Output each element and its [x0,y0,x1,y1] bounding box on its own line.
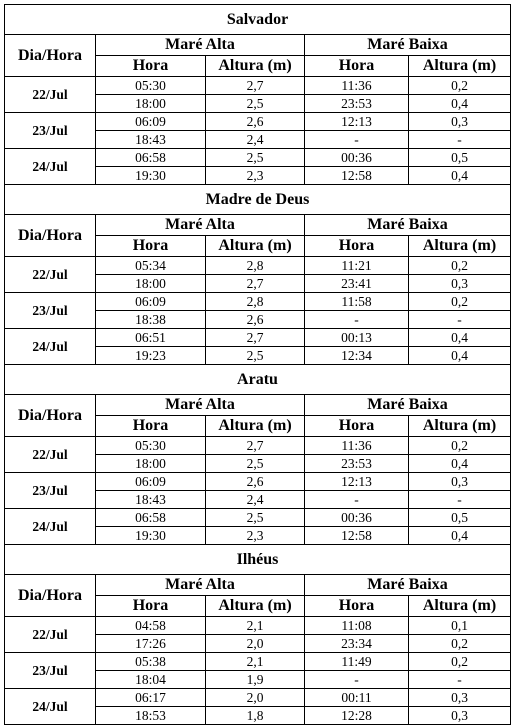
alta-hora-cell: 06:17 [96,689,206,707]
day-cell: 22/Jul [5,437,96,473]
baixa-hora-cell: 00:11 [305,689,409,707]
baixa-hora-cell: 11:36 [305,77,409,95]
alta-hora-cell: 19:30 [96,527,206,545]
baixa-altura-cell: 0,2 [409,293,511,311]
alta-altura-header: Altura (m) [206,596,305,617]
day-cell: 23/Jul [5,293,96,329]
alta-altura-cell: 2,7 [206,329,305,347]
alta-hora-cell: 06:58 [96,149,206,167]
baixa-hora-cell: 11:08 [305,617,409,635]
alta-hora-cell: 06:09 [96,113,206,131]
alta-altura-cell: 2,5 [206,509,305,527]
baixa-altura-cell: 0,4 [409,527,511,545]
alta-hora-cell: 04:58 [96,617,206,635]
day-cell: 22/Jul [5,257,96,293]
alta-hora-cell: 18:53 [96,707,206,725]
day-cell: 22/Jul [5,77,96,113]
baixa-hora-cell: - [305,311,409,329]
baixa-altura-cell: 0,4 [409,167,511,185]
alta-altura-cell: 2,7 [206,275,305,293]
baixa-hora-cell: 11:58 [305,293,409,311]
baixa-altura-cell: 0,5 [409,149,511,167]
baixa-hora-cell: - [305,671,409,689]
alta-hora-cell: 06:58 [96,509,206,527]
alta-altura-cell: 2,5 [206,95,305,113]
baixa-hora-cell: 12:34 [305,347,409,365]
baixa-hora-header: Hora [305,416,409,437]
alta-hora-cell: 06:09 [96,473,206,491]
alta-altura-cell: 2,6 [206,473,305,491]
dia-hora-header: Dia/Hora [5,575,96,617]
baixa-altura-cell: 0,4 [409,347,511,365]
baixa-altura-cell: 0,4 [409,95,511,113]
baixa-altura-cell: 0,3 [409,275,511,293]
alta-hora-cell: 06:51 [96,329,206,347]
alta-altura-cell: 2,8 [206,257,305,275]
baixa-hora-cell: 11:36 [305,437,409,455]
dia-hora-header: Dia/Hora [5,395,96,437]
alta-hora-cell: 06:09 [96,293,206,311]
alta-hora-cell: 18:00 [96,275,206,293]
day-cell: 22/Jul [5,617,96,653]
baixa-hora-cell: 12:13 [305,113,409,131]
alta-altura-header: Altura (m) [206,236,305,257]
baixa-hora-cell: 23:41 [305,275,409,293]
alta-altura-header: Altura (m) [206,416,305,437]
alta-hora-cell: 19:30 [96,167,206,185]
mare-alta-header: Maré Alta [96,575,305,596]
baixa-altura-cell: - [409,311,511,329]
baixa-altura-cell: 0,4 [409,455,511,473]
table-row [5,437,511,455]
alta-altura-cell: 2,5 [206,455,305,473]
mare-alta-header: Maré Alta [96,395,305,416]
alta-hora-cell: 05:30 [96,77,206,95]
alta-altura-cell: 2,6 [206,311,305,329]
table-row [5,653,511,671]
baixa-altura-cell: - [409,491,511,509]
baixa-hora-cell: 12:58 [305,167,409,185]
baixa-hora-cell: 00:36 [305,509,409,527]
alta-hora-cell: 18:43 [96,491,206,509]
dia-hora-header: Dia/Hora [5,35,96,77]
baixa-altura-cell: 0,4 [409,329,511,347]
alta-hora-cell: 18:38 [96,311,206,329]
header-row [5,575,511,596]
baixa-altura-cell: 0,2 [409,635,511,653]
location-title-row [5,185,511,215]
alta-altura-cell: 2,7 [206,437,305,455]
baixa-altura-cell: 0,2 [409,77,511,95]
table-row [5,149,511,167]
baixa-altura-cell: 0,3 [409,473,511,491]
alta-altura-cell: 2,7 [206,77,305,95]
location-name: Madre de Deus [5,185,511,215]
baixa-hora-cell: - [305,131,409,149]
alta-altura-cell: 2,3 [206,527,305,545]
day-cell: 23/Jul [5,473,96,509]
alta-hora-header: Hora [96,416,206,437]
location-title-row [5,365,511,395]
baixa-altura-header: Altura (m) [409,236,511,257]
alta-hora-cell: 19:23 [96,347,206,365]
location-name: Salvador [5,5,511,35]
alta-hora-cell: 17:26 [96,635,206,653]
alta-altura-cell: 2,4 [206,491,305,509]
table-row [5,617,511,635]
alta-altura-cell: 1,8 [206,707,305,725]
day-cell: 24/Jul [5,149,96,185]
header-row [5,215,511,236]
day-cell: 24/Jul [5,689,96,725]
alta-hora-header: Hora [96,236,206,257]
alta-altura-cell: 2,4 [206,131,305,149]
baixa-altura-cell: 0,5 [409,509,511,527]
baixa-hora-cell: 23:53 [305,95,409,113]
baixa-altura-cell: - [409,131,511,149]
alta-hora-header: Hora [96,596,206,617]
tide-table [4,4,511,725]
alta-altura-cell: 2,3 [206,167,305,185]
baixa-hora-header: Hora [305,596,409,617]
baixa-altura-header: Altura (m) [409,596,511,617]
baixa-altura-cell: 0,2 [409,437,511,455]
alta-altura-cell: 2,8 [206,293,305,311]
baixa-hora-cell: 00:36 [305,149,409,167]
baixa-hora-cell: 11:21 [305,257,409,275]
day-cell: 24/Jul [5,329,96,365]
alta-hora-cell: 18:00 [96,95,206,113]
day-cell: 23/Jul [5,653,96,689]
location-name: Ilhéus [5,545,511,575]
header-row [5,395,511,416]
alta-altura-cell: 2,5 [206,347,305,365]
mare-baixa-header: Maré Baixa [305,575,511,596]
day-cell: 23/Jul [5,113,96,149]
table-row [5,509,511,527]
table-row [5,689,511,707]
baixa-hora-cell: 11:49 [305,653,409,671]
alta-hora-cell: 05:34 [96,257,206,275]
baixa-altura-cell: 0,3 [409,113,511,131]
tide-table-container [4,4,511,725]
alta-hora-cell: 18:43 [96,131,206,149]
location-title-row [5,545,511,575]
baixa-hora-cell: 00:13 [305,329,409,347]
baixa-altura-cell: 0,1 [409,617,511,635]
baixa-altura-cell: 0,3 [409,689,511,707]
baixa-hora-cell: 23:53 [305,455,409,473]
mare-baixa-header: Maré Baixa [305,215,511,236]
mare-alta-header: Maré Alta [96,215,305,236]
mare-baixa-header: Maré Baixa [305,395,511,416]
mare-alta-header: Maré Alta [96,35,305,56]
table-row [5,473,511,491]
baixa-altura-cell: - [409,671,511,689]
baixa-hora-header: Hora [305,56,409,77]
alta-altura-header: Altura (m) [206,56,305,77]
alta-altura-cell: 2,1 [206,653,305,671]
baixa-hora-header: Hora [305,236,409,257]
alta-altura-cell: 2,0 [206,689,305,707]
baixa-hora-cell: 12:58 [305,527,409,545]
table-row [5,77,511,95]
alta-hora-cell: 18:00 [96,455,206,473]
baixa-hora-cell: - [305,491,409,509]
day-cell: 24/Jul [5,509,96,545]
table-row [5,257,511,275]
alta-hora-cell: 05:38 [96,653,206,671]
table-row [5,329,511,347]
baixa-altura-cell: 0,2 [409,653,511,671]
location-title-row [5,5,511,35]
location-name: Aratu [5,365,511,395]
baixa-hora-cell: 12:13 [305,473,409,491]
alta-hora-cell: 05:30 [96,437,206,455]
table-row [5,293,511,311]
baixa-altura-cell: 0,3 [409,707,511,725]
baixa-hora-cell: 23:34 [305,635,409,653]
table-row [5,113,511,131]
dia-hora-header: Dia/Hora [5,215,96,257]
mare-baixa-header: Maré Baixa [305,35,511,56]
alta-altura-cell: 2,0 [206,635,305,653]
alta-altura-cell: 1,9 [206,671,305,689]
baixa-hora-cell: 12:28 [305,707,409,725]
baixa-altura-header: Altura (m) [409,416,511,437]
alta-altura-cell: 2,5 [206,149,305,167]
alta-altura-cell: 2,6 [206,113,305,131]
baixa-altura-header: Altura (m) [409,56,511,77]
header-row [5,35,511,56]
alta-altura-cell: 2,1 [206,617,305,635]
alta-hora-header: Hora [96,56,206,77]
alta-hora-cell: 18:04 [96,671,206,689]
baixa-altura-cell: 0,2 [409,257,511,275]
